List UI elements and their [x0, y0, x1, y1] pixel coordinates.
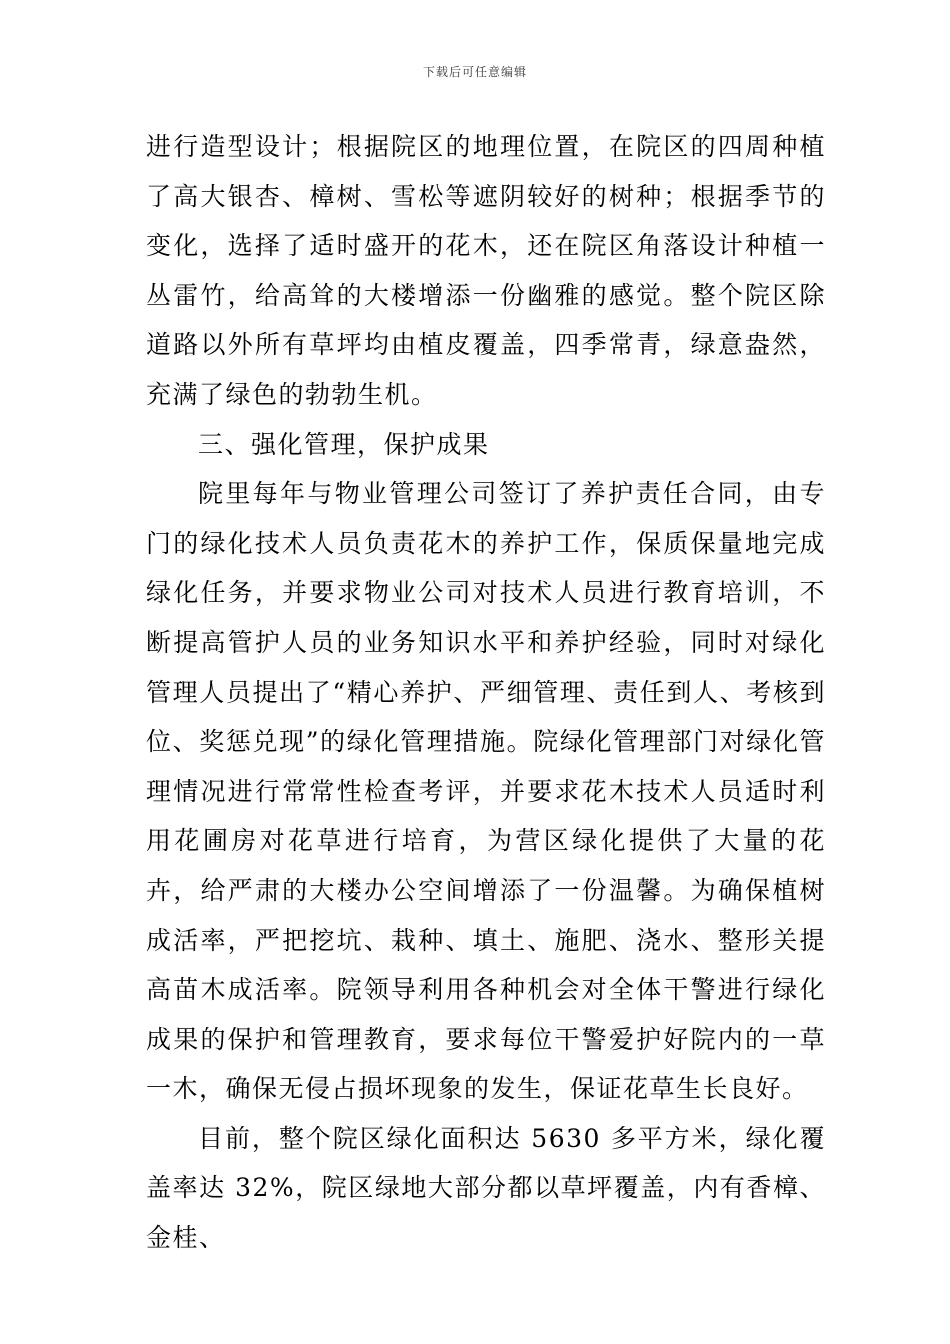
paragraph-landscape-design: 进行造型设计；根据院区的地理位置，在院区的四周种植了高大银杏、樟树、雪松等遮阴较好的树种；根据季节的变化，选择了适时盛开的花木，还在院区角落设计种植一丛雷竹，给高耸的大楼增添一份幽雅的感觉。整个院区除道路以外所有草坪均由植皮覆盖，四季常青，绿意盎然，充满了绿色的勃勃生机。 — [146, 132, 826, 409]
paragraph-current-status: 目前，整个院区绿化面积达 5630 多平方米，绿化覆盖率达 32%，院区绿地大部分都以草坪覆盖，内有香樟、金桂、 — [146, 1123, 826, 1253]
document-body — [146, 122, 826, 1263]
paragraph-management: 院里每年与物业管理公司签订了养护责任合同，由专门的绿化技术人员负责花木的养护工作，保质保量地完成绿化任务，并要求物业公司对技术人员进行教育培训，不断提高管护人员的业务知识水平和养护经验，同时对绿化管理人员提出了“精心养护、严细管理、责任到人、考核到位、奖惩兑现”的绿化管理措施。院绿化管理部门对绿化管理情况进行常常性检查考评，并要求花木技术人员适时利用花圃房对花草进行培育，为营区绿化提供了大量的花卉，给严肃的大楼办公空间增添了一份温馨。为确保植树成活率，严把挖坑、栽种、填土、施肥、浇水、整形关提高苗木成活率。院领导利用各种机会对全体干警进行绿化成果的保护和管理教育，要求每位干警爱护好院内的一草一木，确保无侵占损坏现象的发生，保证花草生长良好。 — [146, 479, 826, 1104]
section-heading-management: 三、强化管理，保护成果 — [198, 429, 490, 459]
page-header: 下载后可任意编辑 — [422, 65, 527, 79]
